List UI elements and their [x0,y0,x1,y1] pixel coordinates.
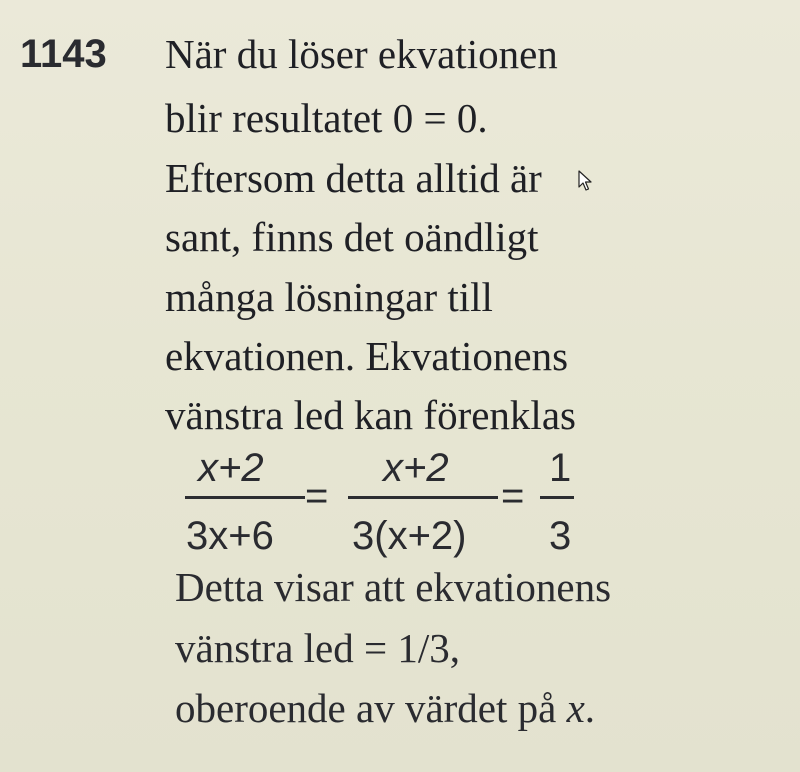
text-line-4: sant, finns det oändligt [165,214,539,260]
text-line-2: blir resultatet 0 = 0. [165,95,488,141]
problem-number: 1143 [20,32,107,76]
fraction-1-bar [185,496,305,499]
text-line-8: Detta visar att ekvationens [175,564,612,610]
text-line-10-suffix: . [584,685,596,731]
equals-sign-1: = [305,474,329,518]
variable-x: x [566,685,585,731]
text-line-3: Eftersom detta alltid är [165,155,542,201]
fraction-3-denominator: 3 [549,514,572,558]
text-line-5: många lösningar till [165,274,493,320]
equals-sign-2: = [501,474,525,518]
mouse-pointer-icon [578,170,592,192]
text-line-6: ekvationen. Ekvationens [165,333,569,379]
fraction-1-denominator: 3x+6 [186,514,274,558]
fraction-1-numerator: x+2 [198,446,264,490]
text-line-9: vänstra led = 1/3, [175,625,460,671]
fraction-2-numerator: x+2 [383,446,449,490]
text-line-7: vänstra led kan förenklas [165,392,576,438]
fraction-3-numerator: 1 [549,446,572,490]
text-line-10 [175,685,596,731]
fraction-2-bar [348,496,498,499]
text-line-1: När du löser ekvationen [165,31,558,77]
text-line-10-prefix: oberoende av värdet på [175,685,567,731]
fraction-3-bar [540,496,574,499]
fraction-2-denominator: 3(x+2) [352,514,467,558]
